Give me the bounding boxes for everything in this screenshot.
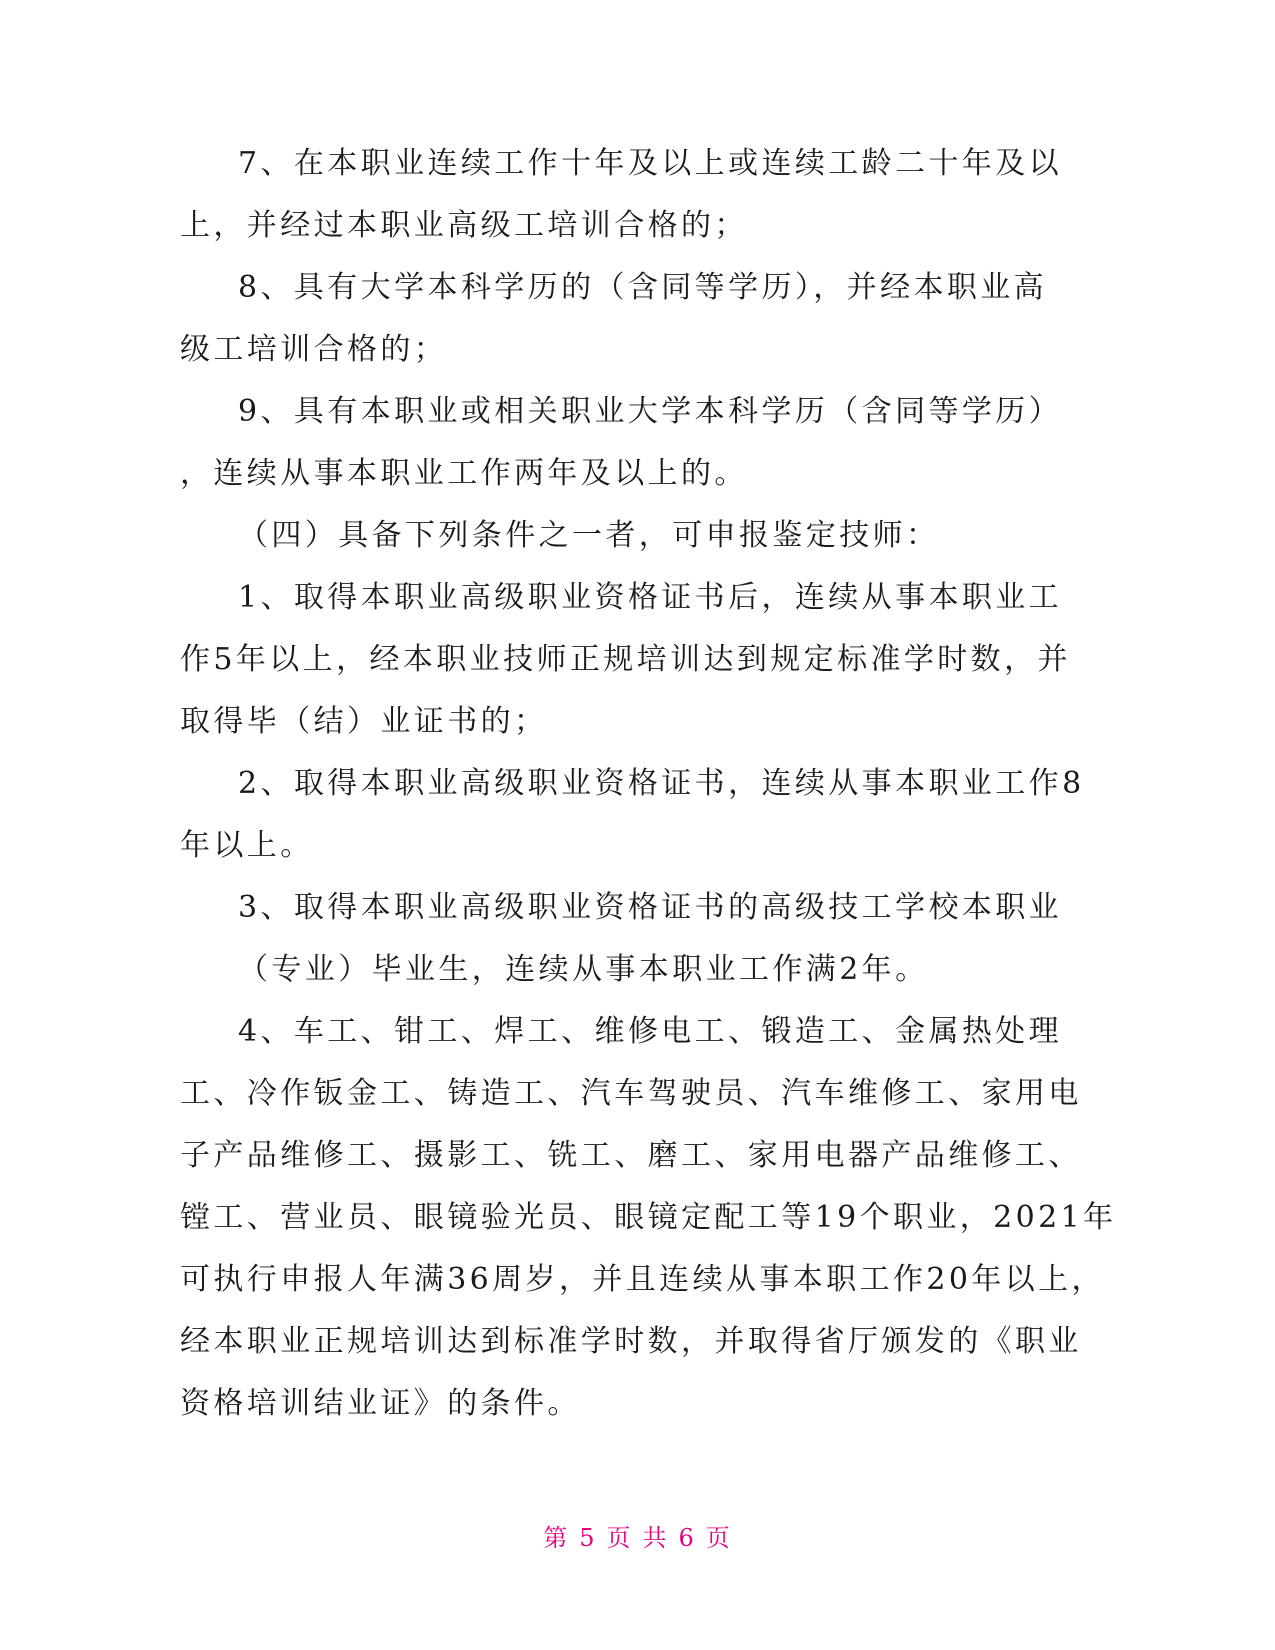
text-line: 7、在本职业连续工作十年及以上或连续工龄二十年及以 [238,146,1063,181]
footer-label-ye: 页 [606,1524,633,1552]
footer-label-di: 第 [543,1524,570,1552]
current-page-number: 5 [579,1524,597,1552]
text-line: 资格培训结业证》的条件。 [180,1386,581,1421]
text-line: 1、取得本职业高级职业资格证书后，连续从事本职业工 [238,580,1063,615]
footer-label-ye2: 页 [705,1524,732,1552]
page-footer [0,1523,1275,1553]
text-line: 经本职业正规培训达到标准学时数，并取得省厅颁发的《职业 [180,1324,1082,1359]
footer-label-gong: 共 [642,1524,669,1552]
text-line: 2、取得本职业高级职业资格证书，连续从事本职业工作8 [238,766,1085,801]
text-line: 3、取得本职业高级职业资格证书的高级技工学校本职业 [238,890,1063,925]
text-line: 9、具有本职业或相关职业大学本科学历（含同等学历） [238,394,1063,429]
text-line: 工、冷作钣金工、铸造工、汽车驾驶员、汽车维修工、家用电 [180,1076,1082,1111]
section-heading: （四）具备下列条件之一者，可申报鉴定技师： [238,518,940,553]
text-line: ，连续从事本职业工作两年及以上的。 [180,456,748,491]
text-line: 8、具有大学本科学历的（含同等学历），并经本职业高 [238,270,1048,305]
text-line: 4、车工、钳工、焊工、维修电工、锻造工、金属热处理 [238,1014,1063,1049]
text-line: 上，并经过本职业高级工培训合格的； [180,208,748,243]
text-line: 作5年以上，经本职业技师正规培训达到规定标准学时数，并 [180,642,1071,677]
text-line: 子产品维修工、摄影工、铣工、磨工、家用电器产品维修工、 [180,1138,1082,1173]
text-line: 镗工、营业员、眼镜验光员、眼镜定配工等19个职业，2021年 [180,1200,1117,1235]
text-line: 级工培训合格的； [180,332,448,367]
text-line: 取得毕（结）业证书的； [180,704,548,739]
text-line: 可执行申报人年满36周岁，并且连续从事本职工作20年以上， [180,1262,1105,1297]
text-line: 年以上。 [180,828,314,863]
text-line: （专业）毕业生，连续从事本职业工作满2年。 [238,952,929,987]
total-pages-number: 6 [678,1524,696,1552]
